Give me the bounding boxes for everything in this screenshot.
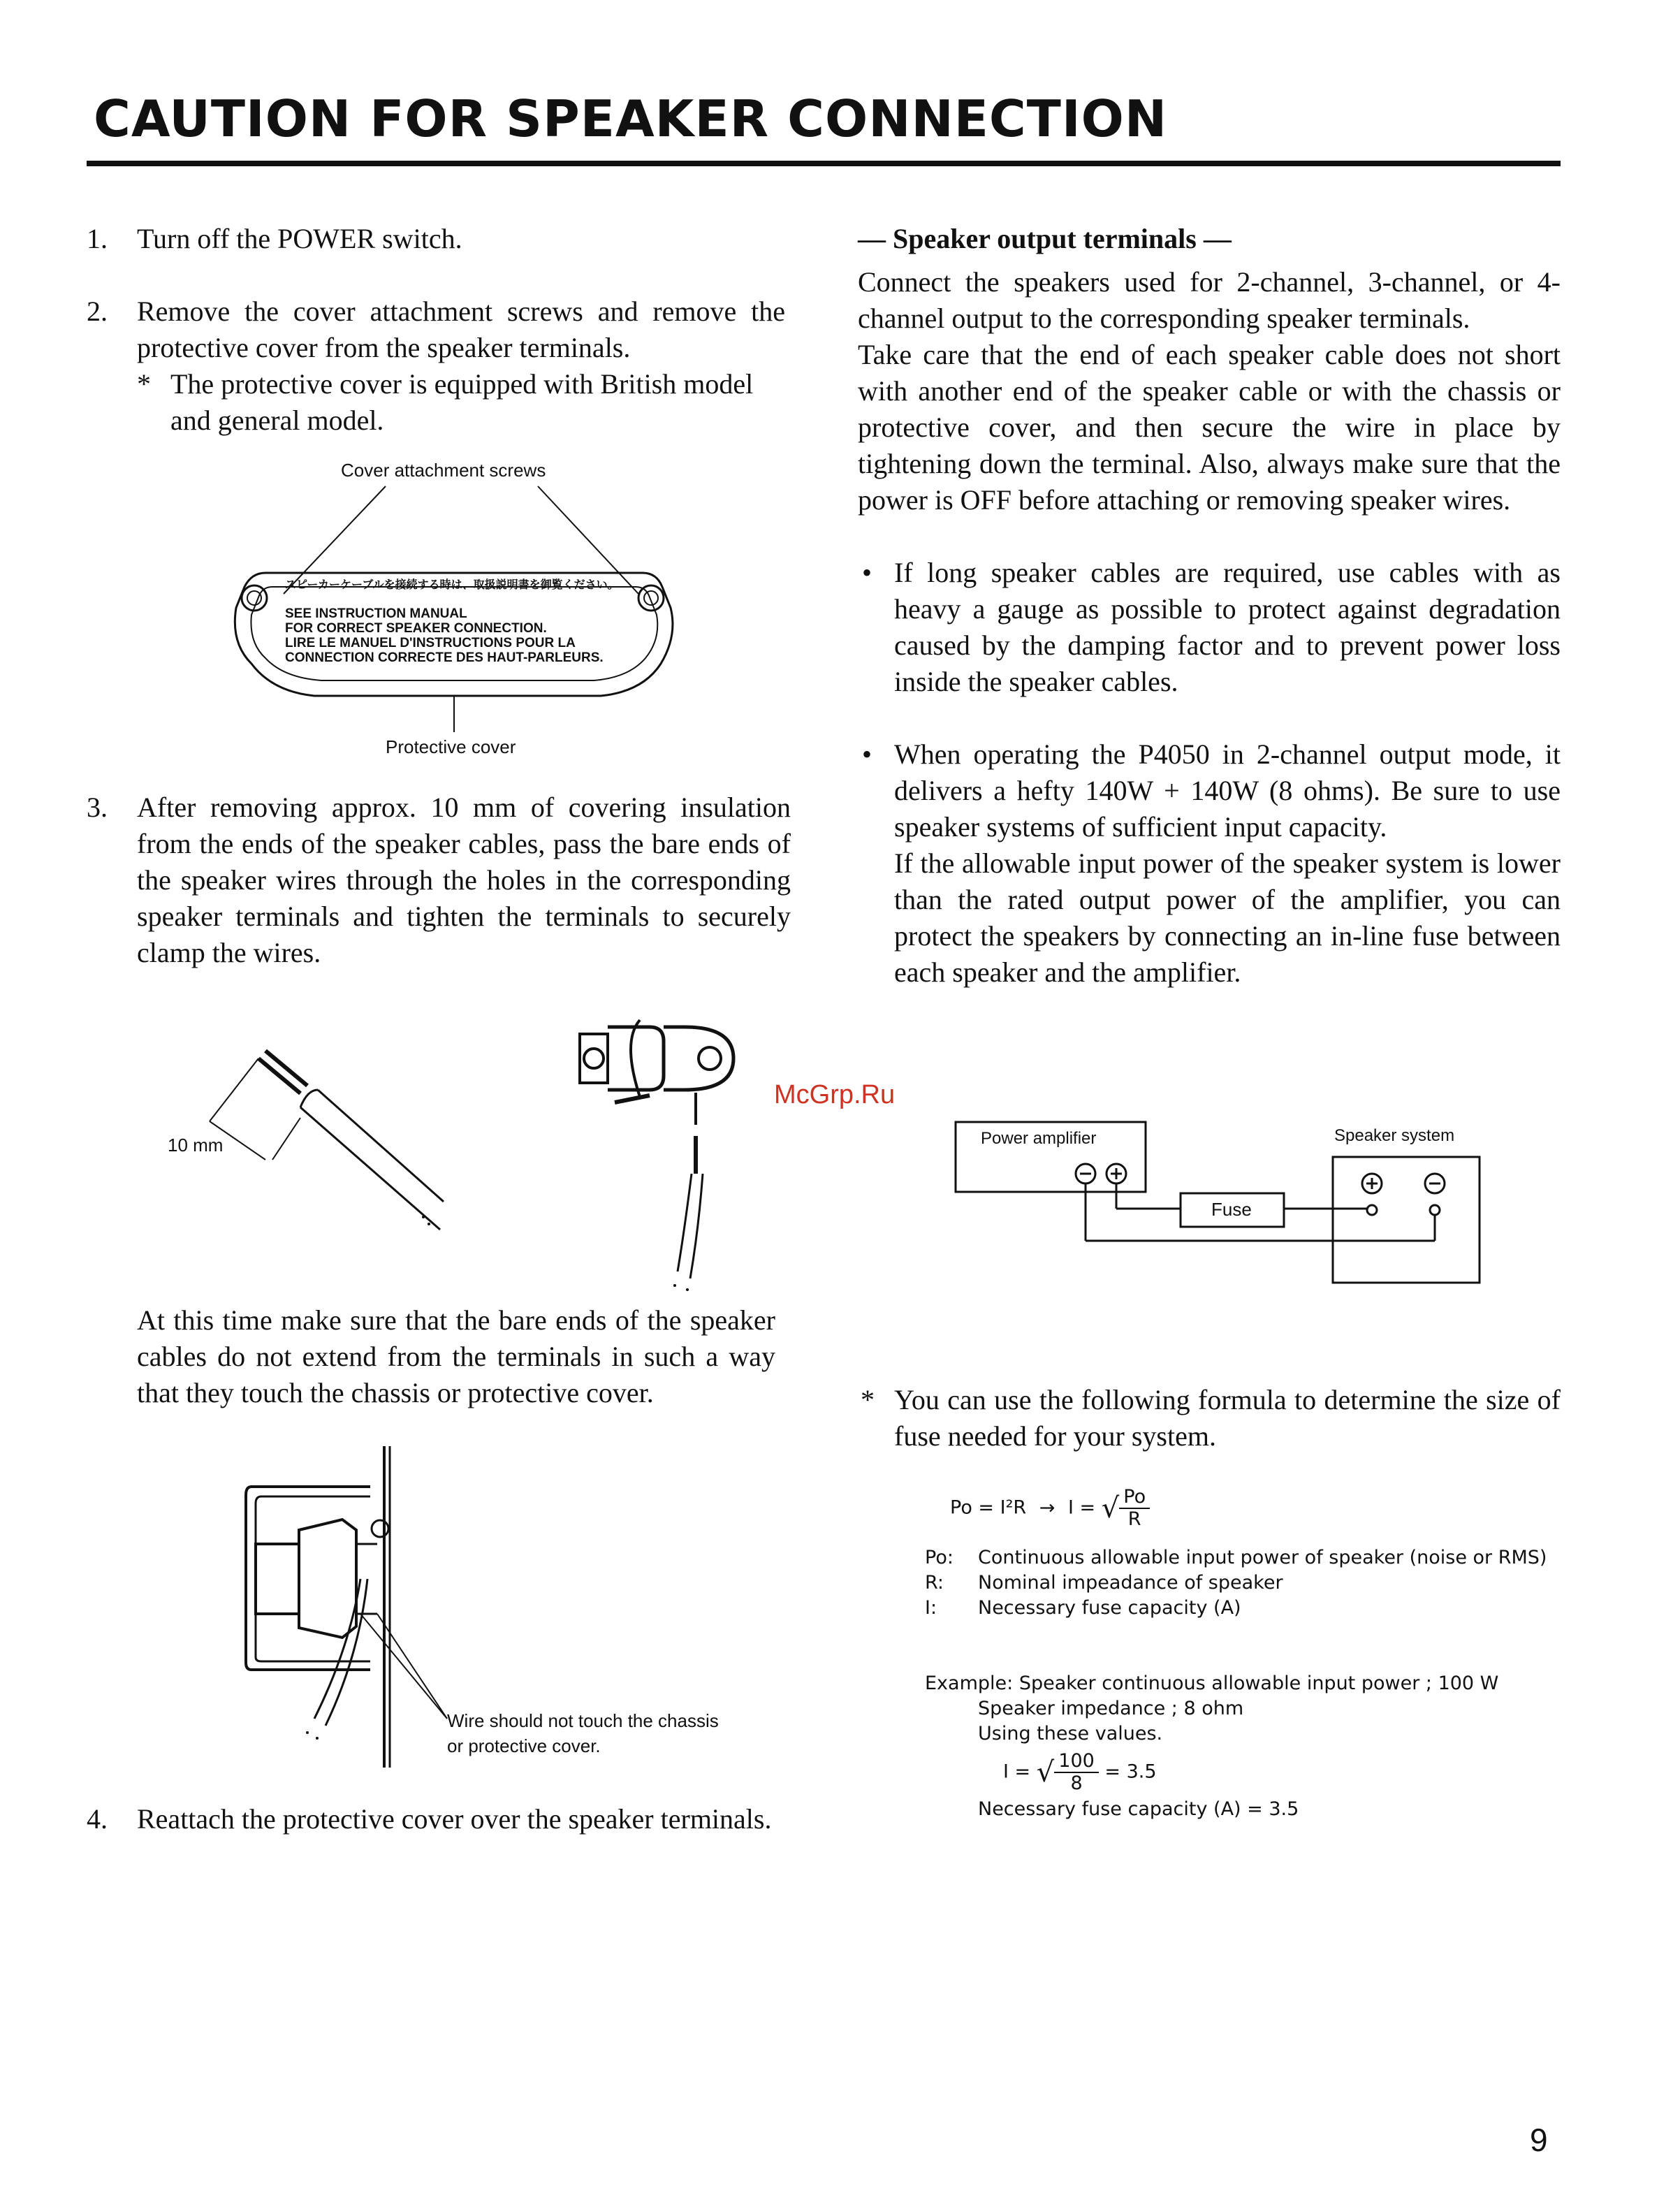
page-title: CAUTION FOR SPEAKER CONNECTION — [94, 89, 1168, 148]
chassis-figure — [231, 1439, 482, 1775]
cover-screws-label: Cover attachment screws — [341, 460, 546, 481]
wire-note-line2: or protective cover. — [447, 1735, 601, 1756]
note-mark: * — [137, 368, 151, 400]
step-text: Remove the cover attachment screws and remove the protective cover from the speaker terminals. — [137, 296, 785, 363]
bullet-1 — [858, 555, 1561, 700]
title-rule — [87, 161, 1561, 166]
cover-label-text: SEE INSTRUCTION MANUAL FOR CORRECT SPEAKER CONNECTION. LIRE LE MANUEL D'INSTRUCTIONS POUR LA CONNECTION CORRECTE DES HAUT-PARLEURS. — [285, 606, 604, 665]
step-2 — [87, 293, 785, 439]
step-text: Turn off the POWER switch. — [137, 223, 462, 254]
power-amp-label: Power amplifier — [981, 1129, 1097, 1148]
definition-po: Po: Continuous allowable input power of speaker (noise or RMS) — [925, 1547, 1547, 1568]
wire-note-line1: Wire should not touch the chassis — [447, 1710, 719, 1731]
formula-example: Example: Speaker continuous allowable input power ; 100 W Speaker impedance ; 8 ohm Using these values. I = √ $\frac{100}{8}$ = 3.5 Necessary fuse capacity (A) = 3.5 — [925, 1671, 1554, 1822]
bullet-2 — [858, 736, 1561, 991]
step-3 — [87, 789, 791, 971]
binding-post-figure — [573, 999, 768, 1306]
speaker-system-label: Speaker system — [1334, 1126, 1455, 1145]
formula-note-text: You can use the following formula to determine the size of fuse needed for your system. — [894, 1384, 1561, 1452]
fuse-formula: Po = I²R → I = √ $\frac{Po}{R}$ — [950, 1487, 1150, 1530]
cover-jp-text: スピーカーケーブルを接続する時は、取扱説明書を御覧ください。 — [285, 579, 619, 591]
strip-length-label: 10 mm — [168, 1135, 224, 1156]
watermark: McGrp.Ru — [774, 1080, 896, 1109]
note-mark: * — [861, 1384, 875, 1415]
step-1 — [87, 221, 785, 257]
page-number: 9 — [1530, 2122, 1548, 2158]
step-text: After removing approx. 10 mm of covering insulation from the ends of the speaker cables, pass the bare ends of the speaker wires through the holes in the corresponding speaker terminals and tighten the terminals to securely clamp the wires. — [137, 792, 791, 968]
example-calculation: I = √ $\frac{100}{8}$ = 3.5 — [1003, 1750, 1157, 1794]
protective-cover-label: Protective cover — [386, 736, 516, 757]
step-note: The protective cover is equipped with British model and general model. — [170, 368, 754, 436]
step-text: Reattach the protective cover over the speaker terminals. — [137, 1803, 772, 1835]
definition-r: R: Nominal impeadance of speaker — [925, 1572, 1283, 1594]
bullet-text: When operating the P4050 in 2-channel output mode, it delivers a hefty 140W + 140W (8 ohms). Be sure to use speaker systems of sufficient input capacity. — [894, 738, 1561, 843]
definition-i: I: Necessary fuse capacity (A) — [925, 1597, 1241, 1619]
formula-definitions — [925, 1545, 1554, 1621]
paragraph-1: Connect the speakers used for 2-channel, 3-channel, or 4-channel output to the corresponding speaker terminals. — [858, 266, 1561, 334]
step-number: 3. — [87, 792, 108, 823]
formula-note — [858, 1382, 1561, 1455]
after-step3-text: At this time make sure that the bare ends of the speaker cables do not extend from the terminals in such a way that they touch the chassis or protective cover. — [137, 1304, 775, 1408]
bullet-mark: • — [862, 557, 872, 588]
fuse-label: Fuse — [1211, 1199, 1252, 1220]
wire-strip-figure — [196, 1041, 461, 1244]
bullet-text-cont: If the allowable input power of the speaker system is lower than the rated output power of the amplifier, you can protect the speakers by connecting an in-line fuse between each speaker and the amplifier. — [894, 847, 1561, 988]
step-number: 2. — [87, 296, 108, 327]
right-column — [858, 221, 1561, 991]
step-number: 4. — [87, 1803, 108, 1835]
paragraph-2: Take care that the end of each speaker cable does not short with another end of the speaker cable or with the chassis or protective cover, and then secure the wire in place by tightening down the terminal. Also, always make sure that the power is OFF before attaching or removing speaker wires. — [858, 339, 1561, 516]
bullet-text: If long speaker cables are required, use cables with as heavy a gauge as possible to protect against degradation caused by the damping factor and to prevent power loss inside the speaker cables. — [894, 557, 1561, 697]
bullet-mark: • — [862, 738, 872, 770]
step-number: 1. — [87, 223, 108, 254]
step-4 — [87, 1801, 785, 1837]
section-heading: — Speaker output terminals — — [858, 223, 1232, 254]
